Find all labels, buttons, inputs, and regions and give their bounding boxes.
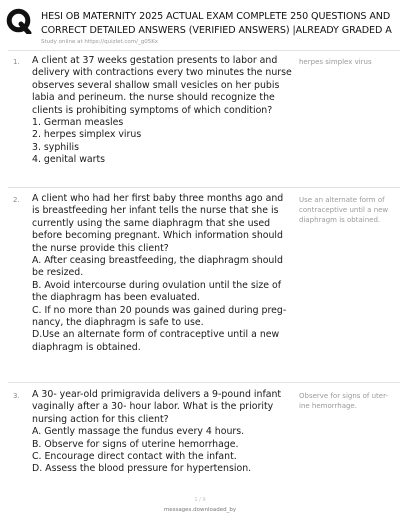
- option-line: 4. genital warts: [32, 154, 106, 166]
- question-line: labia and perineum. the nurse should recognize the: [32, 92, 275, 104]
- answer-text: [299, 195, 395, 226]
- option-line: C. Encourage direct contact with the infant.: [32, 451, 237, 463]
- question-line: observes several shallow small vesicles on her pubis: [32, 79, 280, 91]
- answer-line: Observe for signs of uter-: [299, 392, 389, 400]
- answer-line: contraceptive until a new: [299, 206, 389, 215]
- title-line: CORRECT DETAILED ANSWERS (VERIFIED ANSWERS) |ALREADY GRADED A: [41, 25, 392, 36]
- source-url[interactable]: Study online at https://quizlet.com/_g05Kx: [41, 39, 159, 45]
- option-line: A. After ceasing breastfeeding, the diaphragm should: [32, 255, 283, 267]
- question-line: currently using the same diaphragm that she used: [32, 217, 271, 229]
- divider: [8, 50, 400, 51]
- question-number: 3.: [13, 392, 20, 400]
- option-line: A. Gently massage the fundus every 4 hours.: [32, 426, 245, 438]
- answer-line: Use an alternate form of: [299, 196, 385, 204]
- answer-line: diaphragm is obtained.: [299, 216, 381, 225]
- question-line: delivery with contractions every two minutes the nurse: [32, 67, 292, 79]
- divider: [8, 382, 400, 383]
- question-line: A client at 37 weeks gestation presents to labor and: [32, 55, 278, 66]
- option-line: B. Avoid intercourse during ovulation until the size of: [32, 279, 282, 291]
- option-line: the diaphragm has been evaluated.: [32, 292, 200, 304]
- answer-line: herpes simplex virus: [299, 58, 372, 66]
- option-line: be resized.: [32, 267, 84, 279]
- option-line: 3. syphilis: [32, 141, 79, 153]
- option-line: 1. German measles: [32, 117, 124, 129]
- answer-line: ine hemorrhage.: [299, 402, 357, 411]
- quizlet-logo-icon: [6, 8, 32, 34]
- option-line: D.Use an alternate form of contraceptive until a new: [32, 329, 280, 341]
- question-line: is breastfeeding her infant tells the nurse that she is: [32, 205, 279, 217]
- option-line: 2. herpes simplex virus: [32, 129, 142, 141]
- question-line: before becoming pregnant. Which information should: [32, 230, 283, 242]
- question-line: A client who had her first baby three months ago and: [32, 193, 284, 204]
- option-line: C. If no more than 20 pounds was gained during preg-: [32, 304, 287, 316]
- question-number: 1.: [13, 58, 20, 66]
- question-text: [32, 193, 296, 354]
- question-number: 2.: [13, 196, 20, 204]
- page-number: 1 / 9: [194, 497, 206, 503]
- question-line: clients is prohibiting symptoms of which condition?: [32, 104, 273, 116]
- option-line: B. Observe for signs of uterine hemorrhage.: [32, 438, 239, 450]
- question-line: A 30- year-old primigravida delivers a 9-pound infant: [32, 389, 282, 400]
- title-line: HESI OB MATERNITY 2025 ACTUAL EXAM COMPLETE 250 QUESTIONS AND: [41, 11, 391, 22]
- option-line: nancy, the diaphragm is safe to use.: [32, 317, 204, 329]
- answer-text: [299, 57, 395, 67]
- question-text: [32, 389, 296, 476]
- option-line: diaphragm is obtained.: [32, 341, 141, 353]
- footer-text: messages.downloaded_by: [163, 507, 237, 513]
- answer-text: [299, 391, 395, 411]
- question-line: vaginally after a 30- hour labor. What is the priority: [32, 401, 274, 413]
- option-line: D. Assess the blood pressure for hypertension.: [32, 463, 252, 475]
- question-line: the nurse provide this client?: [32, 242, 169, 254]
- divider: [8, 187, 400, 188]
- question-text: [32, 55, 296, 167]
- question-line: nursing action for this client?: [32, 413, 169, 425]
- document-title: [41, 10, 400, 38]
